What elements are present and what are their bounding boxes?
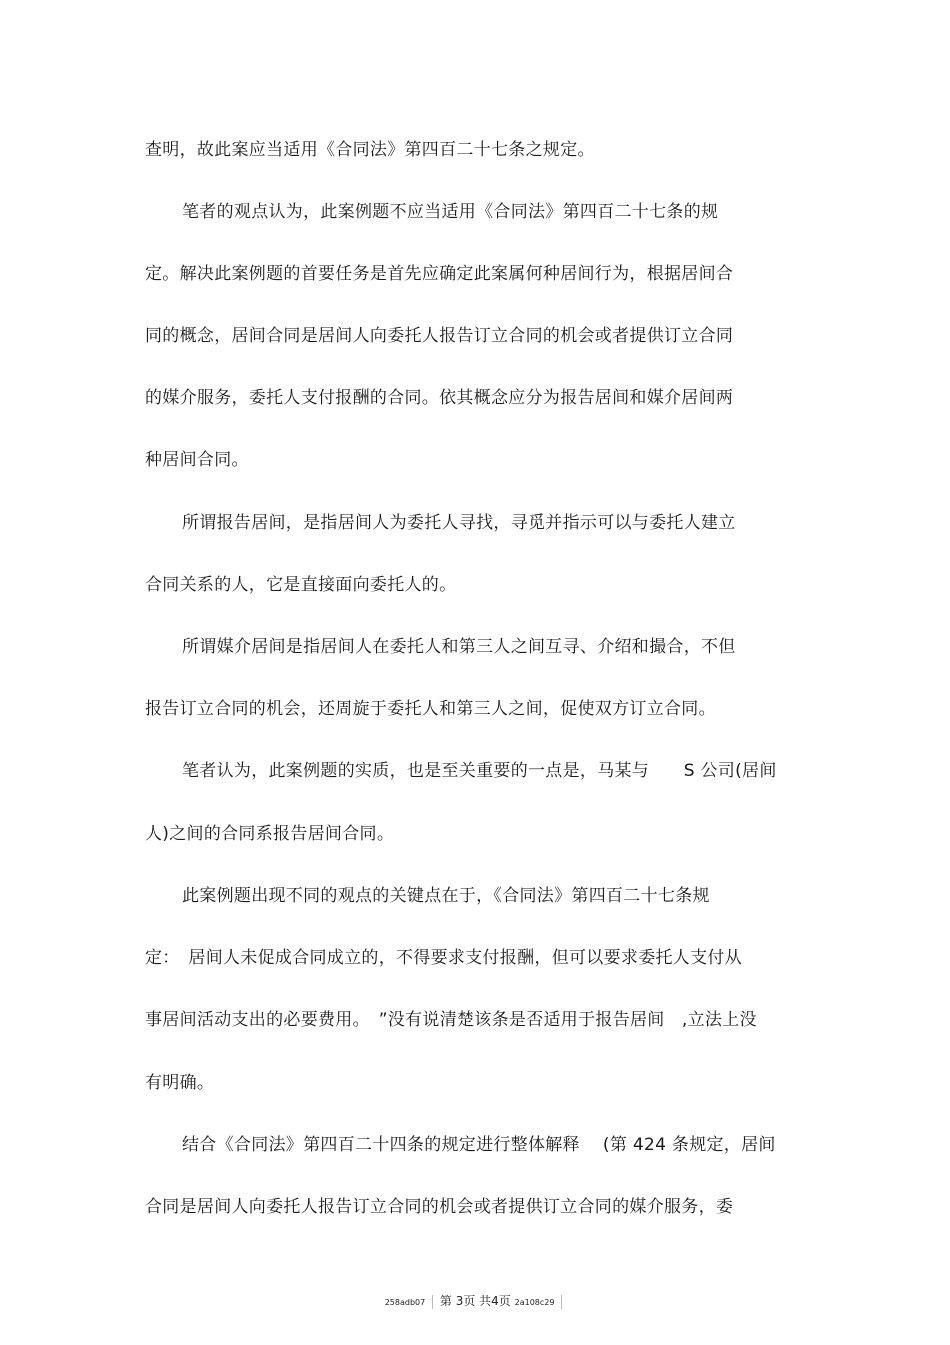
text-line: 定。解决此案例题的首要任务是首先应确定此案属何种居间行为，根据居间合 bbox=[145, 264, 734, 284]
text-line: 查明，故此案应当适用《合同法》第四百二十七条之规定。 bbox=[145, 140, 595, 160]
text-line: 所谓报告居间，是指居间人为委托人寻找，寻觅并指示可以与委托人建立 bbox=[182, 513, 736, 533]
text-line: 此案例题出现不同的观点的关键点在于，《合同法》第四百二十七条规 bbox=[182, 886, 710, 906]
footer-right-code: 2a108c29 bbox=[514, 1298, 555, 1307]
text-line: 合同是居间人向委托人报告订立合同的机会或者提供订立合同的媒介服务，委 bbox=[145, 1197, 734, 1217]
text-line: 事居间活动支出的必要费用。 ”没有说清楚该条是否适用于报告居间 ,立法上没 bbox=[145, 1010, 757, 1030]
text-line: 报告订立合同的机会，还周旋于委托人和第三人之间，促使双方订立合同。 bbox=[145, 699, 716, 719]
text-line: 人)之间的合同系报告居间合同。 bbox=[145, 824, 395, 844]
text-line: 的媒介服务，委托人支付报酬的合同。依其概念应分为报告居间和媒介居间两 bbox=[145, 388, 734, 408]
footer-divider bbox=[432, 1295, 433, 1309]
text-line: 笔者认为，此案例题的实质，也是至关重要的一点是，马某与 S 公司(居间 bbox=[182, 761, 777, 781]
text-line: 定： 居间人未促成合同成立的，不得要求支付报酬，但可以要求委托人支付从 bbox=[145, 948, 742, 968]
text-line: 有明确。 bbox=[145, 1073, 215, 1093]
text-line: 种居间合同。 bbox=[145, 450, 249, 470]
text-line: 合同关系的人，它是直接面向委托人的。 bbox=[145, 575, 457, 595]
text-line: 所谓媒介居间是指居间人在委托人和第三人之间互寻、介绍和撮合，不但 bbox=[182, 637, 736, 657]
text-line: 笔者的观点认为，此案例题不应当适用《合同法》第四百二十七条的规 bbox=[182, 202, 719, 222]
text-line: 同的概念，居间合同是居间人向委托人报告订立合同的机会或者提供订立合同 bbox=[145, 326, 734, 346]
page-footer bbox=[0, 1293, 950, 1311]
footer-divider bbox=[561, 1295, 562, 1309]
page-number: 第 3页 共4页 bbox=[439, 1294, 511, 1308]
text-line: 结合《合同法》第四百二十四条的规定进行整体解释 (第 424 条规定，居间 bbox=[182, 1135, 776, 1155]
footer-left-code: 258adb07 bbox=[384, 1298, 426, 1307]
